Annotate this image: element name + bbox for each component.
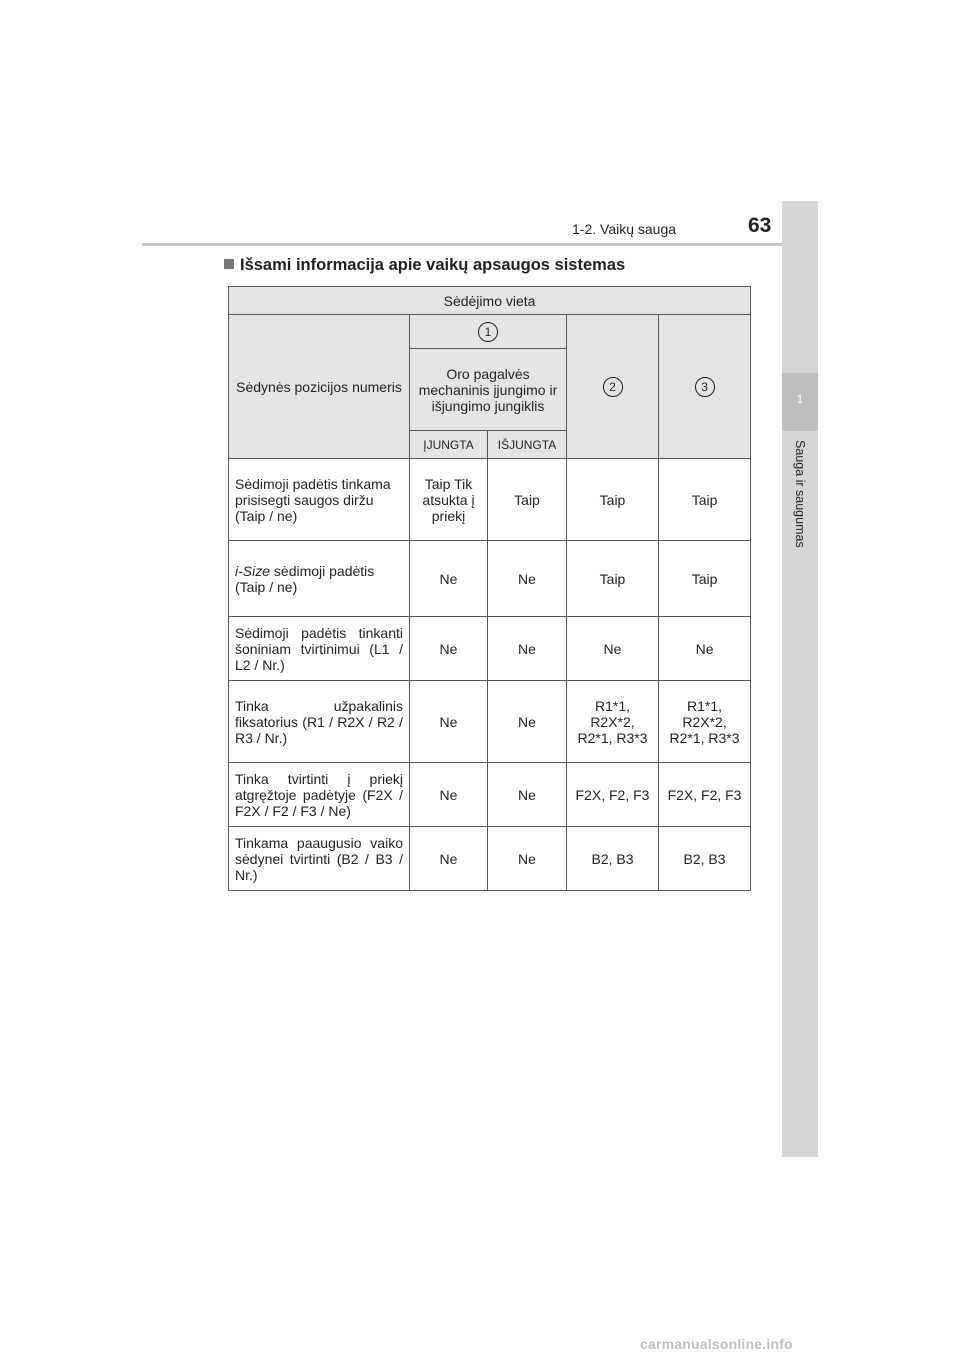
cell-switch-on: Ne (410, 681, 488, 763)
cell-switch-on: Ne (410, 763, 488, 827)
cell-position-2: R1*1, R2X*2, R2*1, R3*3 (567, 681, 659, 763)
table-row (229, 617, 751, 681)
cell-position-3: Ne (659, 617, 751, 681)
side-chapter-strip (782, 201, 818, 1157)
cell-position-2: Taip (567, 459, 659, 541)
cell-position-3: F2X, F2, F3 (659, 763, 751, 827)
child-restraint-table (228, 286, 751, 891)
row-label: Tinka tvirtinti į priekį atgręžtoje padėtyje (F2X / F2X / F2 / F3 / Ne) (229, 763, 410, 827)
section-heading-text: Išsami informacija apie vaikų apsaugos sistemas (240, 256, 626, 274)
side-chapter-number: 1 (796, 392, 804, 406)
cell-switch-on: Taip Tik atsukta į priekį (410, 459, 488, 541)
row-label (229, 541, 410, 617)
table-top-header: Sėdėjimo vieta (229, 287, 751, 315)
cell-switch-off: Ne (488, 617, 567, 681)
side-chapter-title: Sauga ir saugumas (793, 440, 807, 548)
cell-position-2: B2, B3 (567, 827, 659, 891)
cell-switch-off: Ne (488, 681, 567, 763)
table-row (229, 763, 751, 827)
row-label: Sėdimoji padėtis tinkanti šoniniam tvirtinimui (L1 / L2 / Nr.) (229, 617, 410, 681)
cell-switch-off: Ne (488, 827, 567, 891)
circled-number-icon: 3 (695, 377, 715, 397)
airbag-switch-header: Oro pagalvės mechaninis įjungimo ir išjungimo jungiklis (410, 349, 567, 431)
cell-switch-off: Taip (488, 459, 567, 541)
cell-switch-off: Ne (488, 763, 567, 827)
table-row (229, 459, 751, 541)
row-label-text: sėdimoji padėtis (Taip / ne) (235, 562, 375, 595)
square-bullet-icon (224, 259, 234, 269)
cell-switch-on: Ne (410, 617, 488, 681)
table-row (229, 681, 751, 763)
row-label: Tinkama paaugusio vaiko sėdynei tvirtinti (B2 / B3 / Nr.) (229, 827, 410, 891)
table-row (229, 827, 751, 891)
row-label: Tinka užpakalinis fiksatorius (R1 / R2X / R2 / R3 / Nr.) (229, 681, 410, 763)
cell-position-3: B2, B3 (659, 827, 751, 891)
cell-switch-off: Ne (488, 541, 567, 617)
section-heading (224, 256, 625, 275)
cell-position-3: Taip (659, 541, 751, 617)
switch-off-header: IŠJUNGTA (488, 431, 567, 459)
cell-position-2: Ne (567, 617, 659, 681)
cell-position-2: Taip (567, 541, 659, 617)
cell-position-3: Taip (659, 459, 751, 541)
row-label-italic: i-Size (235, 562, 271, 579)
switch-on-header: ĮJUNGTA (410, 431, 488, 459)
position-1-header (410, 315, 567, 349)
circled-number-icon: 1 (478, 322, 498, 342)
circled-number-icon: 2 (603, 377, 623, 397)
watermark: carmanualsonline.info (640, 1336, 793, 1352)
header-divider (142, 243, 818, 246)
row-label: Sėdimoji padėtis tinkama prisisegti saugos diržu (Taip / ne) (229, 459, 410, 541)
row-header-label: Sėdynės pozicijos numeris (229, 315, 410, 459)
cell-switch-on: Ne (410, 827, 488, 891)
position-2-header (567, 315, 659, 459)
header-section-title: 1-2. Vaikų sauga (572, 221, 677, 237)
page-number: 63 (748, 214, 772, 237)
position-3-header (659, 315, 751, 459)
cell-position-3: R1*1, R2X*2, R2*1, R3*3 (659, 681, 751, 763)
table-row (229, 541, 751, 617)
cell-switch-on: Ne (410, 541, 488, 617)
cell-position-2: F2X, F2, F3 (567, 763, 659, 827)
